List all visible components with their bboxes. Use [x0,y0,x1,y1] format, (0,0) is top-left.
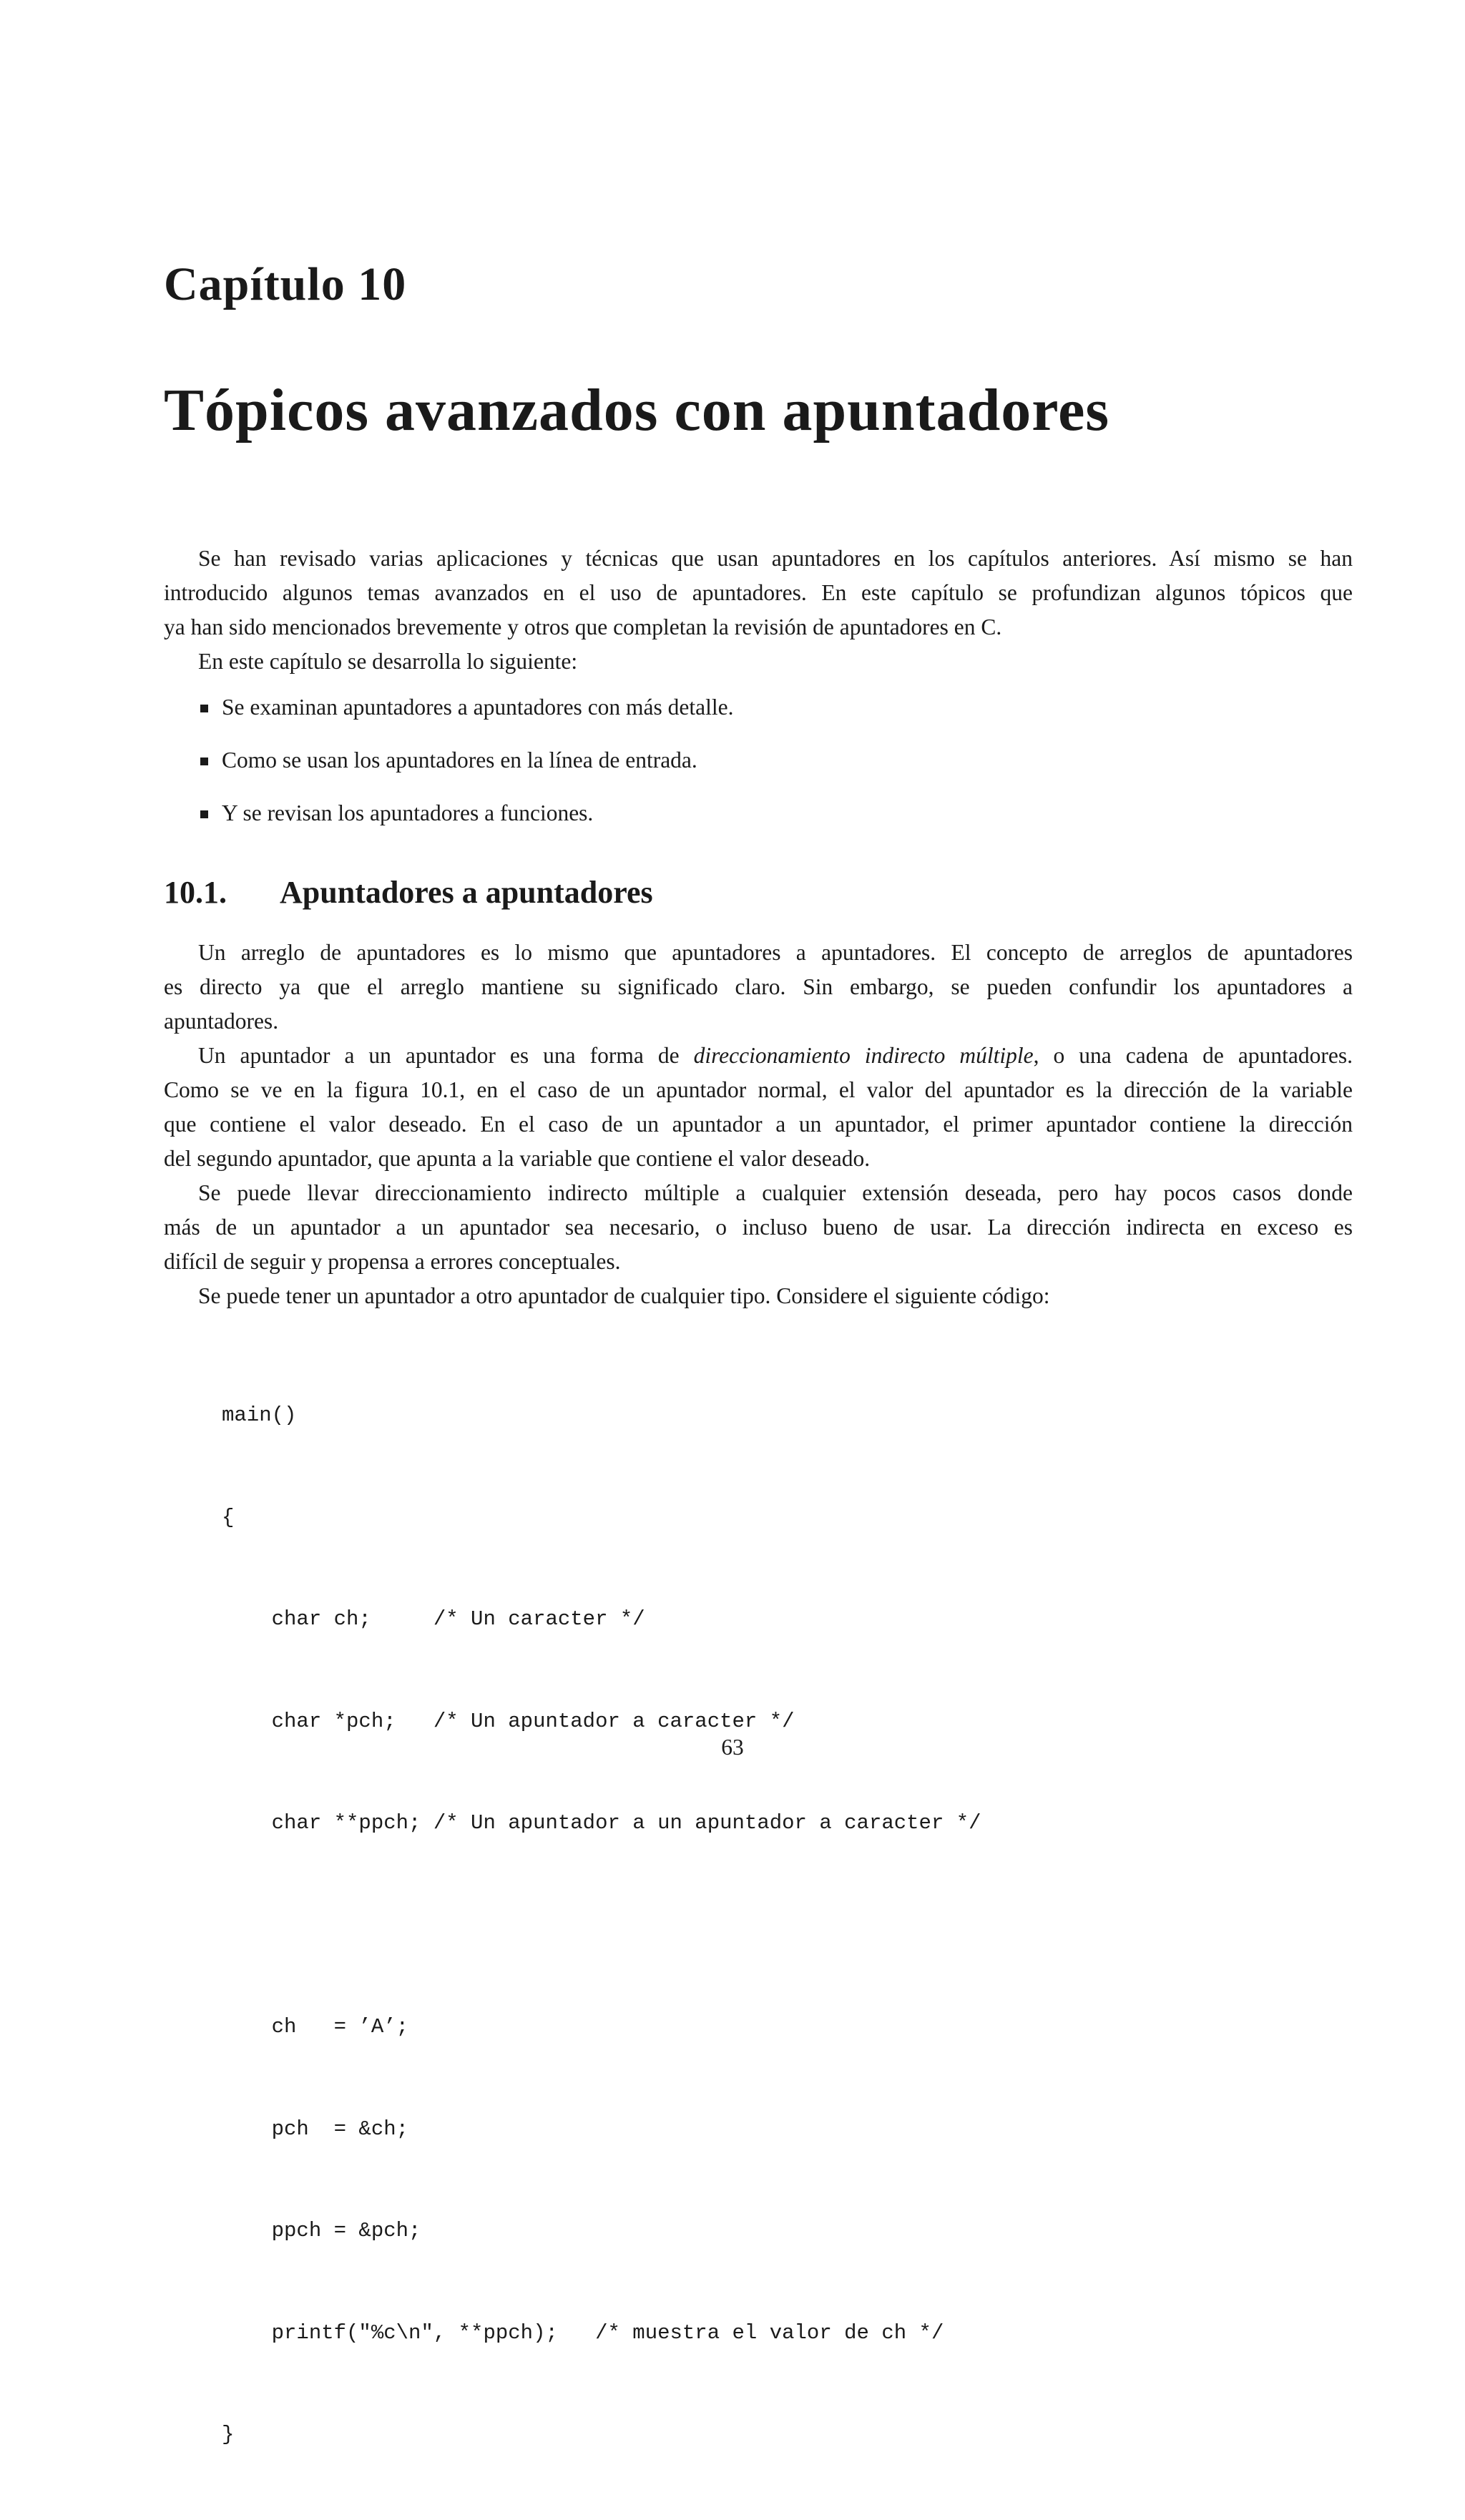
code-line: ppch = &pch; [222,2219,421,2242]
chapter-title: Tópicos avanzados con apuntadores [164,377,1110,443]
section-paragraph-3: Se puede llevar direccionamiento indirecto múltiple a cualquier extensión deseada, pero hay pocos casos donde más de un apuntador a un apuntador sea necesario, o incluso bueno de usar. La dirección indirecta en exceso es difícil de seguir y propensa a errores conceptuales. Se puede tener un apuntador a otro apuntador de cualquier tipo. Considere el siguiente código: [164,1180,1353,1308]
section-number: 10.1. [164,875,227,910]
intro-bullet-list [200,690,734,849]
code-listing [222,1330,981,2520]
intro-line: Se han revisado varias aplicaciones y técnicas que usan apuntadores en los capítulos anteriores. Así mismo se han [198,546,1353,571]
code-line: char *pch; /* Un apuntador a caracter */ [222,1709,795,1733]
intro-list-lead: En este capítulo se desarrolla lo siguiente: [198,649,578,674]
list-item: Y se revisan los apuntadores a funciones. [200,796,734,849]
code-line: char **ppch; /* Un apuntador a un apuntador a caracter */ [222,1811,981,1835]
section-paragraph-1: Un arreglo de apuntadores es lo mismo que apuntadores a apuntadores. El concepto de arreglos de apuntadores es directo ya que el arreglo mantiene su significado claro. Sin embargo, se pueden confundir los apuntadores a apuntadores. [164,940,1353,1034]
section-paragraph-2: Un apuntador a un apuntador es una forma de direccionamiento indirecto múltiple, o una cadena de apuntadores. Como se ve en la figura 10.1, en el caso de un apuntador normal, el valor del apuntador es la dirección de la variable que contiene el valor deseado. En el caso de un apuntador a un apuntador, el primer apuntador contiene la dirección del segundo apuntador, que apunta a la variable que contiene el valor deseado. [164,1043,1353,1171]
code-line: } [222,2423,235,2446]
page-number: 63 [721,1735,744,1760]
chapter-label: Capítulo 10 [164,258,407,310]
list-item: Como se usan los apuntadores en la línea de entrada. [200,743,734,796]
intro-line: introducido algunos temas avanzados en el uso de apuntadores. En este capítulo se profundizan algunos tópicos que [164,580,1353,605]
section-title: Apuntadores a apuntadores [280,875,653,910]
code-line: pch = &ch; [222,2117,409,2141]
code-line: ch = ’A’; [222,2015,409,2039]
code-line [222,1908,981,1943]
code-line: { [222,1505,235,1529]
code-line: char ch; /* Un caracter */ [222,1607,645,1631]
code-line: main() [222,1403,297,1427]
section-heading [164,874,653,911]
intro-line: ya han sido mencionados brevemente y otros que completan la revisión de apuntadores en C. [164,614,1002,639]
list-item: Se examinan apuntadores a apuntadores con más detalle. [200,690,734,743]
code-line: printf("%c\n", **ppch); /* muestra el valor de ch */ [222,2320,944,2345]
bullet-icon [200,810,208,818]
bullet-icon [200,705,208,712]
intro-paragraph [164,541,1353,679]
emphasis-term: direccionamiento indirecto múltiple [693,1043,1034,1068]
bullet-icon [200,758,208,765]
